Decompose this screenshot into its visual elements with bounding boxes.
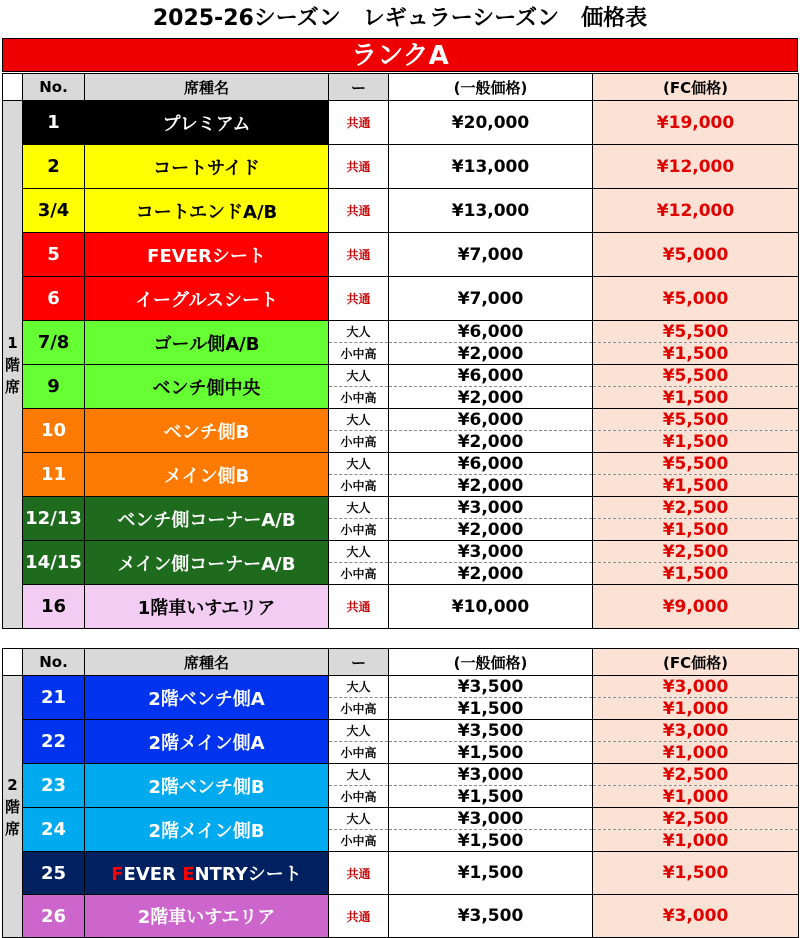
seat-name: 2階メイン側B: [85, 808, 329, 852]
ticket-type: 小中高: [329, 519, 389, 541]
seat-name: FEVERシート: [85, 233, 329, 277]
table-row: [3, 541, 799, 563]
seat-number: 21: [23, 676, 85, 720]
ticket-type: 共通: [329, 145, 389, 189]
table-row: [3, 852, 799, 895]
table-row: [3, 101, 799, 145]
seat-name: ベンチ側B: [85, 409, 329, 453]
fc-price: ¥5,000: [593, 233, 799, 277]
general-price: ¥20,000: [389, 101, 593, 145]
seat-number: 25: [23, 852, 85, 895]
table-row: [3, 585, 799, 629]
table-row: [3, 189, 799, 233]
floor1-price-table: [2, 73, 799, 629]
fc-price: ¥3,000: [593, 676, 799, 698]
page-title: 2025-26シーズン レギュラーシーズン 価格表: [152, 6, 648, 31]
general-price: ¥1,500: [389, 852, 593, 895]
seat-number: 26: [23, 895, 85, 938]
seat-name-part: E: [182, 864, 195, 885]
general-price: ¥2,000: [389, 343, 593, 365]
table-row: [3, 233, 799, 277]
ticket-type: 大人: [329, 541, 389, 563]
fc-price: ¥5,000: [593, 277, 799, 321]
ticket-type: 共通: [329, 852, 389, 895]
fc-price: ¥2,500: [593, 541, 799, 563]
fc-price: ¥1,500: [593, 475, 799, 497]
seat-name: 1階車いすエリア: [85, 585, 329, 629]
ticket-type: 小中高: [329, 431, 389, 453]
fc-price: ¥19,000: [593, 101, 799, 145]
fc-price: ¥3,000: [593, 895, 799, 938]
fc-price: ¥1,500: [593, 519, 799, 541]
ticket-type: 小中高: [329, 698, 389, 720]
ticket-type: 大人: [329, 321, 389, 343]
ticket-type: 共通: [329, 233, 389, 277]
table-header-row: [3, 649, 799, 676]
table-row: [3, 895, 799, 938]
general-price: ¥2,000: [389, 387, 593, 409]
seat-number: 2: [23, 145, 85, 189]
fc-price: ¥1,000: [593, 786, 799, 808]
table-header-row: [3, 74, 799, 101]
fc-price: ¥1,000: [593, 742, 799, 764]
general-price: ¥2,000: [389, 519, 593, 541]
fc-price: ¥1,500: [593, 387, 799, 409]
general-price: ¥2,000: [389, 563, 593, 585]
seat-name: [85, 852, 329, 895]
seat-name: メイン側B: [85, 453, 329, 497]
fc-price: ¥5,500: [593, 321, 799, 343]
ticket-type: 大人: [329, 808, 389, 830]
ticket-type: 小中高: [329, 830, 389, 852]
ticket-type: 共通: [329, 189, 389, 233]
general-price: ¥1,500: [389, 698, 593, 720]
table-row: [3, 365, 799, 387]
fc-price: ¥5,500: [593, 409, 799, 431]
seat-number: 7/8: [23, 321, 85, 365]
ticket-type: 小中高: [329, 387, 389, 409]
header-fc: (FC価格): [593, 74, 799, 101]
ticket-type: 大人: [329, 365, 389, 387]
header-type: ー: [329, 649, 389, 676]
seat-number: 3/4: [23, 189, 85, 233]
header-seat: 席種名: [85, 74, 329, 101]
ticket-type: 大人: [329, 764, 389, 786]
general-price: ¥13,000: [389, 145, 593, 189]
general-price: ¥6,000: [389, 453, 593, 475]
seat-number: 16: [23, 585, 85, 629]
fc-price: ¥2,500: [593, 764, 799, 786]
seat-name: 2階ベンチ側B: [85, 764, 329, 808]
seat-name: 2階車いすエリア: [85, 895, 329, 938]
general-price: ¥3,500: [389, 676, 593, 698]
fc-price: ¥1,000: [593, 698, 799, 720]
general-price: ¥13,000: [389, 189, 593, 233]
general-price: ¥3,000: [389, 764, 593, 786]
seat-name: プレミアム: [85, 101, 329, 145]
table-row: [3, 145, 799, 189]
ticket-type: 小中高: [329, 742, 389, 764]
fc-price: ¥1,500: [593, 431, 799, 453]
ticket-type: 共通: [329, 277, 389, 321]
fc-price: ¥1,500: [593, 563, 799, 585]
ticket-type: 共通: [329, 895, 389, 938]
seat-name: メイン側コーナーA/B: [85, 541, 329, 585]
general-price: ¥3,000: [389, 808, 593, 830]
ticket-type: 共通: [329, 585, 389, 629]
seat-number: 24: [23, 808, 85, 852]
table-row: [3, 277, 799, 321]
general-price: ¥1,500: [389, 742, 593, 764]
fc-price: ¥2,500: [593, 808, 799, 830]
general-price: ¥6,000: [389, 365, 593, 387]
ticket-type: 大人: [329, 497, 389, 519]
seat-number: 23: [23, 764, 85, 808]
seat-number: 12/13: [23, 497, 85, 541]
general-price: ¥3,000: [389, 541, 593, 563]
fc-price: ¥9,000: [593, 585, 799, 629]
general-price: ¥3,500: [389, 720, 593, 742]
ticket-type: 大人: [329, 676, 389, 698]
seat-number: 6: [23, 277, 85, 321]
floor-label: 2階席: [3, 676, 23, 938]
seat-name-part: NTRYシート: [194, 864, 302, 885]
seat-number: 5: [23, 233, 85, 277]
general-price: ¥1,500: [389, 830, 593, 852]
ticket-type: 大人: [329, 720, 389, 742]
table-row: [3, 497, 799, 519]
seat-number: 10: [23, 409, 85, 453]
general-price: ¥6,000: [389, 409, 593, 431]
ticket-type: 大人: [329, 453, 389, 475]
general-price: ¥3,500: [389, 895, 593, 938]
general-price: ¥10,000: [389, 585, 593, 629]
floor-label: 1階席: [3, 101, 23, 629]
table-row: [3, 764, 799, 786]
header-general: (一般価格): [389, 649, 593, 676]
ticket-type: 大人: [329, 409, 389, 431]
header-seat: 席種名: [85, 649, 329, 676]
ticket-type: 小中高: [329, 786, 389, 808]
ticket-type: 小中高: [329, 563, 389, 585]
seat-number: 11: [23, 453, 85, 497]
seat-name: ゴール側A/B: [85, 321, 329, 365]
header-blank: [3, 649, 23, 676]
fc-price: ¥12,000: [593, 145, 799, 189]
header-no: No.: [23, 74, 85, 101]
fc-price: ¥5,500: [593, 453, 799, 475]
seat-name: 2階ベンチ側A: [85, 676, 329, 720]
general-price: ¥1,500: [389, 786, 593, 808]
table-row: [3, 409, 799, 431]
header-type: ー: [329, 74, 389, 101]
seat-name: コートエンドA/B: [85, 189, 329, 233]
general-price: ¥7,000: [389, 277, 593, 321]
rank-banner: ランクA: [2, 38, 798, 72]
seat-name: 2階メイン側A: [85, 720, 329, 764]
general-price: ¥2,000: [389, 431, 593, 453]
table-row: [3, 453, 799, 475]
floor2-price-table: [2, 648, 799, 938]
header-blank: [3, 74, 23, 101]
ticket-type: 小中高: [329, 343, 389, 365]
fc-price: ¥5,500: [593, 365, 799, 387]
general-price: ¥7,000: [389, 233, 593, 277]
fc-price: ¥1,500: [593, 852, 799, 895]
ticket-type: 小中高: [329, 475, 389, 497]
fc-price: ¥1,500: [593, 343, 799, 365]
fc-price: ¥3,000: [593, 720, 799, 742]
fc-price: ¥2,500: [593, 497, 799, 519]
seat-number: 22: [23, 720, 85, 764]
general-price: ¥2,000: [389, 475, 593, 497]
header-fc: (FC価格): [593, 649, 799, 676]
table-row: [3, 321, 799, 343]
general-price: ¥3,000: [389, 497, 593, 519]
seat-name: ベンチ側コーナーA/B: [85, 497, 329, 541]
table-row: [3, 720, 799, 742]
table-row: [3, 676, 799, 698]
header-no: No.: [23, 649, 85, 676]
fc-price: ¥12,000: [593, 189, 799, 233]
general-price: ¥6,000: [389, 321, 593, 343]
table-row: [3, 808, 799, 830]
seat-number: 9: [23, 365, 85, 409]
fc-price: ¥1,000: [593, 830, 799, 852]
seat-name-part: EVER: [123, 864, 183, 885]
ticket-type: 共通: [329, 101, 389, 145]
header-general: (一般価格): [389, 74, 593, 101]
seat-name: ベンチ側中央: [85, 365, 329, 409]
seat-name: コートサイド: [85, 145, 329, 189]
seat-name: イーグルスシート: [85, 277, 329, 321]
seat-number: 1: [23, 101, 85, 145]
seat-name-part: F: [111, 864, 124, 885]
seat-number: 14/15: [23, 541, 85, 585]
